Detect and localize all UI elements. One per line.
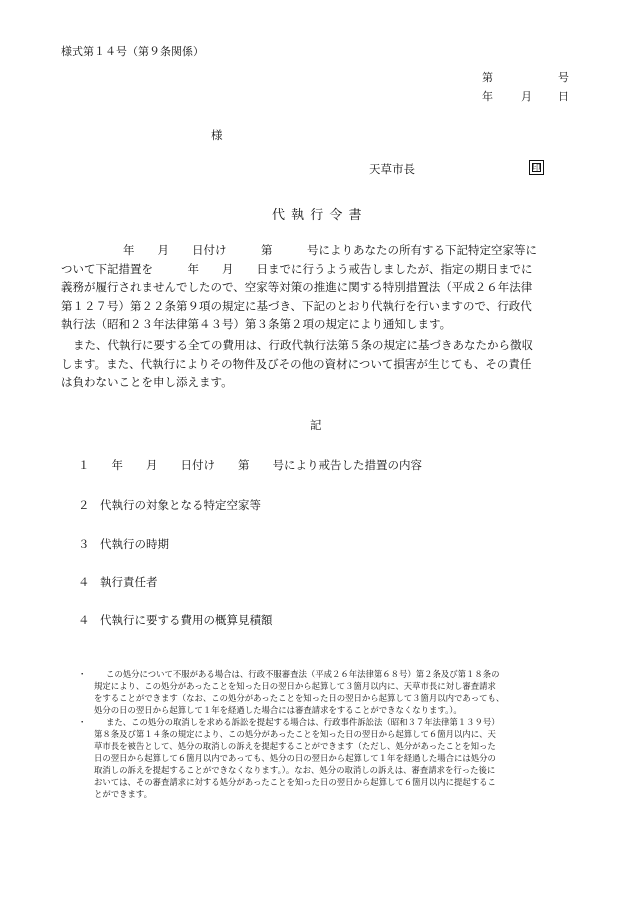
document-number-prefix: 第 xyxy=(482,71,493,84)
list-item xyxy=(78,612,273,628)
note-bullet: ・ xyxy=(78,717,87,727)
note-bullet: ・ xyxy=(78,669,87,679)
form-label: 様式第１４号（第９条関係） xyxy=(61,45,204,58)
note-line: 処分の日の翌日から起算して１年を経過した場合には審査請求をすることができなくなります。）。 xyxy=(94,705,462,715)
note-line: 取消しの訴えを提起することができなくなります。）。なお、処分の取消しの訴えは、審査請求を行った後に xyxy=(94,765,496,775)
date-month: 月 xyxy=(521,90,532,103)
ki-heading: 記 xyxy=(310,418,322,432)
item-text: 代執行の時期 xyxy=(100,537,169,551)
item-number: ４ xyxy=(78,575,90,589)
note-appeal xyxy=(78,668,598,716)
list-item xyxy=(78,536,169,552)
item-text: 年 月 日付け 第 号により戒告した措置の内容 xyxy=(100,458,422,472)
note-line: この処分について不服がある場合は、行政不服審査法（平成２６年法律第６８号）第２条及び第１８条の xyxy=(106,669,500,679)
body-line: ついて下記措置を 年 月 日までに行うよう戒告しましたが、指定の期日までに xyxy=(61,261,533,276)
body-line: 執行法（昭和２３年法律第４３号）第３条第２項の規定により通知します。 xyxy=(61,317,452,332)
note-lawsuit xyxy=(78,716,598,800)
item-number: ３ xyxy=(78,537,90,551)
sender-name: 天草市長 xyxy=(369,162,415,176)
body-paragraph-1 xyxy=(61,241,573,334)
body-line: 年 月 日付け 第 号によりあなたの所有する下記特定空家等に xyxy=(123,243,537,257)
note-line: また、この処分の取消しを求める訴訟を提起する場合は、行政事件訴訟法（昭和３７年法律第１３９号） xyxy=(106,717,500,727)
item-text: 代執行の対象となる特定空家等 xyxy=(100,498,261,512)
recipient-honorific: 様 xyxy=(211,128,223,142)
date-day: 日 xyxy=(558,90,569,103)
body-line: します。また、代執行によりその物件及びその他の資材について損害が生じても、その責任 xyxy=(61,356,532,371)
note-line: 第８条及び第１４条の規定により、この処分があったことを知った日の翌日から起算して６箇月以内に、天 xyxy=(94,729,496,739)
list-item xyxy=(78,457,422,473)
note-line: 規定により、この処分があったことを知った日の翌日から起算して３箇月以内に、天草市長に対し審査請求 xyxy=(94,681,496,691)
body-line: また、代執行に要する全ての費用は、行政代執行法第５条の規定に基づきあなたから徴収 xyxy=(73,338,533,352)
body-line: 義務が履行されませんでしたので、空家等対策の推進に関する特別措置法（平成２６年法律 xyxy=(61,280,533,295)
body-line: は負わないことを申し添えます。 xyxy=(61,375,233,390)
item-number: ４ xyxy=(78,613,90,627)
list-item xyxy=(78,574,158,590)
list-item xyxy=(78,497,261,513)
item-number: ２ xyxy=(78,498,90,512)
note-line: とができます。 xyxy=(94,789,152,799)
date-year: 年 xyxy=(482,90,493,103)
body-line: 第１２７号）第２２条第９項の規定に基づき、下記のとおり代執行を行いますので、行政代 xyxy=(61,298,532,313)
note-line: 日の翌日から起算して６箇月以内であっても、処分の日の翌日から起算して１年を経過した場合には処分の xyxy=(94,753,496,763)
document-title: 代 執 行 令 書 xyxy=(272,208,363,223)
note-line: 草市長を被告として、処分の取消しの訴えを提起することができます（ただし、処分があったことを知った xyxy=(94,741,496,751)
item-text: 代執行に要する費用の概算見積額 xyxy=(100,613,273,627)
document-number-suffix: 号 xyxy=(558,71,569,84)
seal-stamp xyxy=(529,160,544,175)
body-paragraph-2 xyxy=(61,336,573,392)
item-text: 執行責任者 xyxy=(100,575,158,589)
item-number: １ xyxy=(78,458,90,472)
note-line: おいては、その審査請求に対する処分があったことを知った日の翌日から起算して６箇月以内に提起するこ xyxy=(94,777,496,787)
seal-char: 印 xyxy=(532,163,541,172)
note-line: をすることができます（なお、この処分があったことを知った日の翌日から起算して３箇月以内であっても、 xyxy=(94,693,505,703)
